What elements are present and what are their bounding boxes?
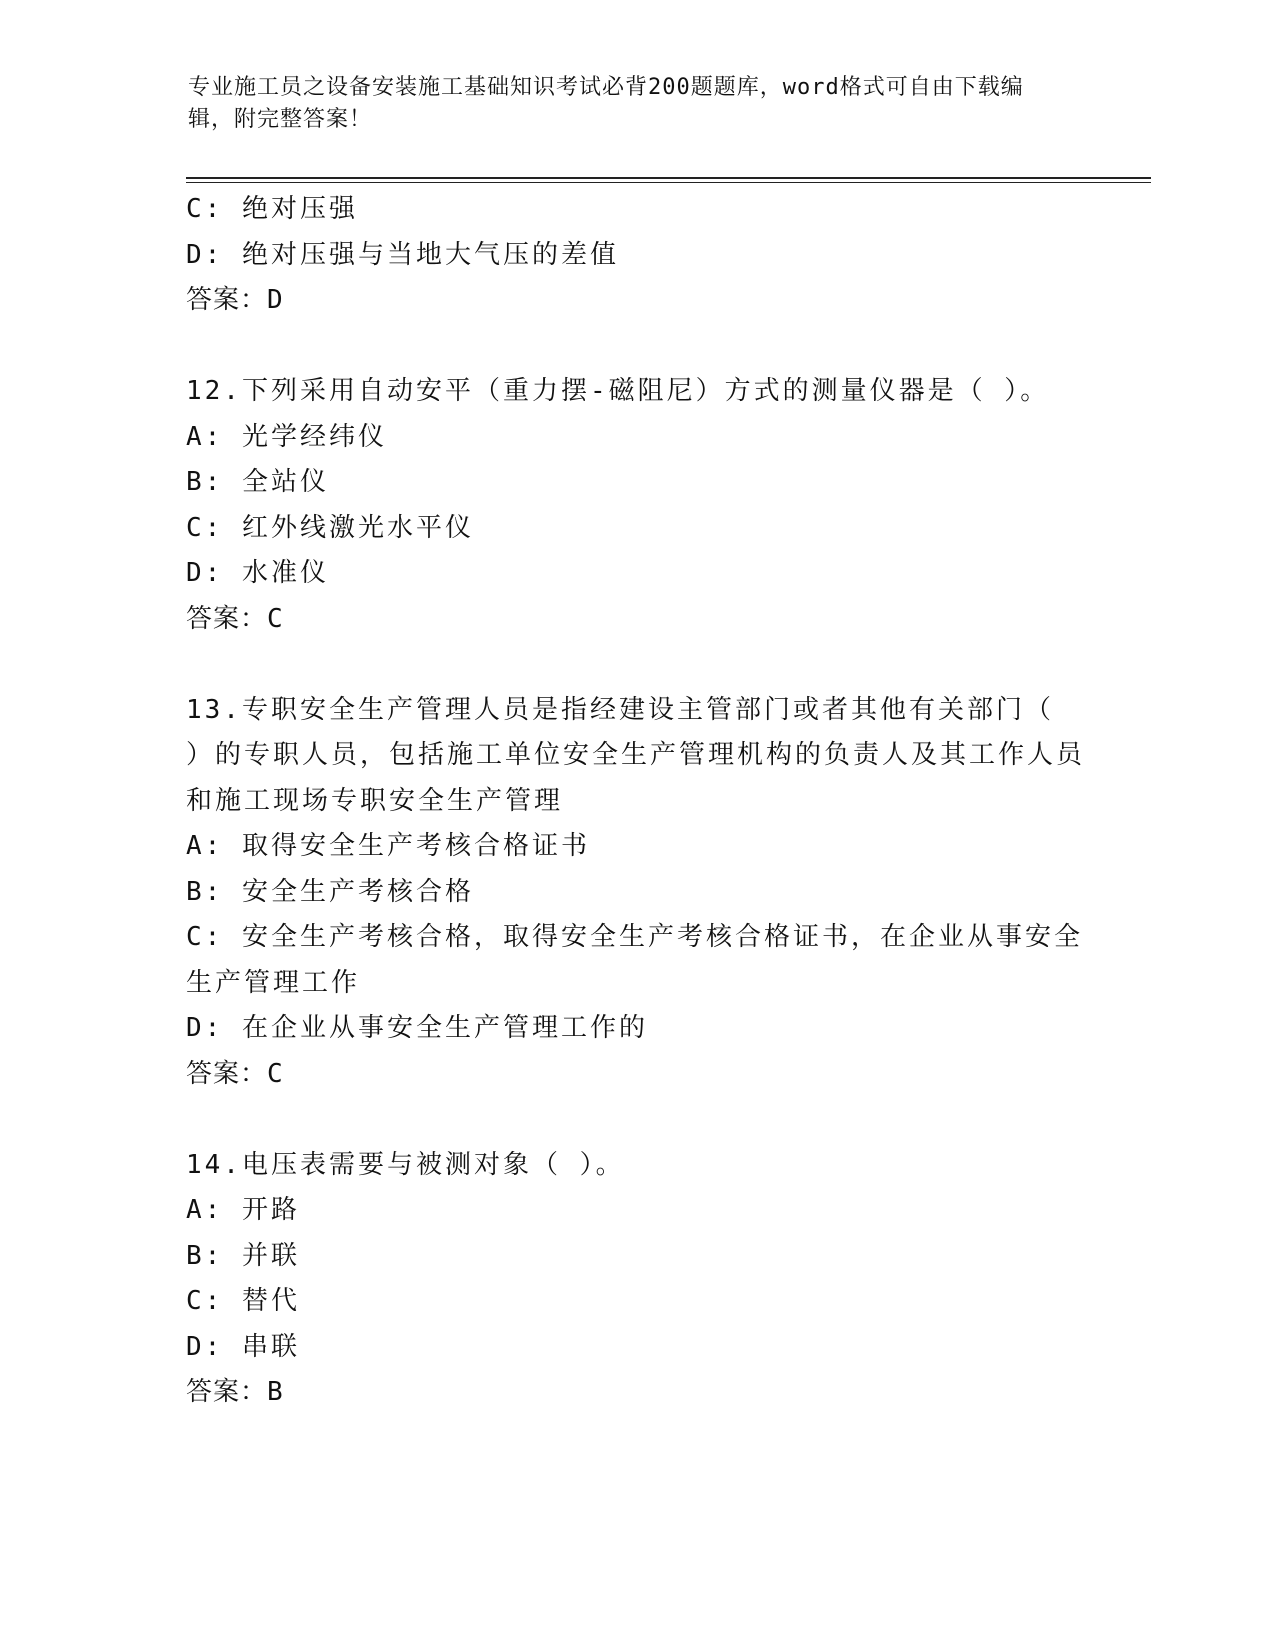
answer-value: B bbox=[267, 1377, 284, 1407]
question-stem: 13.专职安全生产管理人员是指经建设主管部门或者其他有关部门（ ）的专职人员，包括施工单位安全生产管理机构的负责人及其工作人员和施工现场专职安全生产管理 bbox=[186, 694, 1086, 816]
option-a: A: 开路 bbox=[186, 1195, 300, 1225]
prev-question-block bbox=[186, 187, 1086, 324]
answer-value: C bbox=[267, 603, 284, 634]
answer-line: 答案：D bbox=[186, 285, 284, 315]
option-d: D: 绝对压强与当地大气压的差值 bbox=[186, 239, 619, 270]
option-a: A: 光学经纬仪 bbox=[186, 421, 387, 452]
question-list bbox=[186, 187, 1086, 1416]
option-c: C: 替代 bbox=[186, 1286, 300, 1316]
option-d: D: 在企业从事安全生产管理工作的 bbox=[186, 1013, 648, 1043]
option-d: D: 串联 bbox=[186, 1331, 300, 1362]
spacer bbox=[186, 1097, 1086, 1143]
spacer bbox=[186, 642, 1086, 688]
option-d: D: 水准仪 bbox=[186, 558, 329, 588]
answer-line: 答案：B bbox=[186, 1377, 284, 1407]
option-b: B: 并联 bbox=[186, 1240, 300, 1271]
question-12 bbox=[186, 369, 1086, 642]
document-header bbox=[188, 72, 1068, 136]
answer-value: C bbox=[267, 1058, 284, 1089]
question-14 bbox=[186, 1143, 1086, 1416]
question-stem: 12.下列采用自动安平（重力摆-磁阻尼）方式的测量仪器是（ ）。 bbox=[186, 376, 1050, 406]
option-b: B: 安全生产考核合格 bbox=[186, 876, 474, 907]
document-title: 专业施工员之设备安装施工基础知识考试必背200题题库，word格式可自由下载编辑，附完整答案！ bbox=[188, 75, 1024, 132]
header-divider-thick bbox=[186, 177, 1151, 179]
spacer bbox=[186, 324, 1086, 370]
question-stem: 14.电压表需要与被测对象（ ）。 bbox=[186, 1149, 625, 1180]
answer-line: 答案：C bbox=[186, 603, 284, 634]
option-c: C: 绝对压强 bbox=[186, 194, 358, 224]
option-c: C: 安全生产考核合格，取得安全生产考核合格证书，在企业从事安全生产管理工作 bbox=[186, 922, 1083, 998]
option-a: A: 取得安全生产考核合格证书 bbox=[186, 831, 590, 861]
answer-line: 答案：C bbox=[186, 1058, 284, 1089]
option-b: B: 全站仪 bbox=[186, 467, 329, 497]
header-divider-thin bbox=[186, 182, 1151, 183]
answer-value: D bbox=[267, 285, 284, 315]
question-13 bbox=[186, 688, 1086, 1098]
option-c: C: 红外线激光水平仪 bbox=[186, 512, 474, 543]
